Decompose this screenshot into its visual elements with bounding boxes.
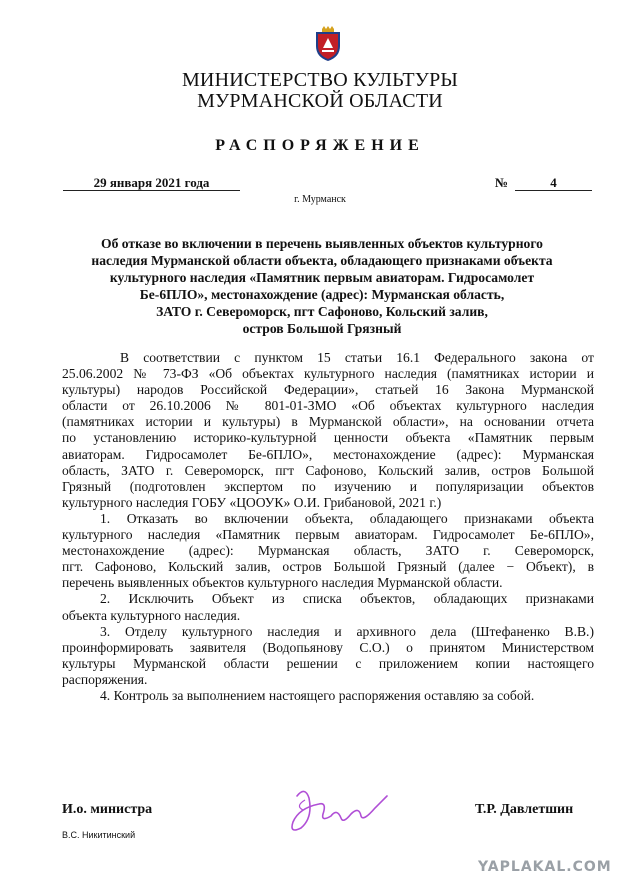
body-line: пгт. Сафоново, Кольский залив, остров Большой Грязный (далее − Объект), в: [62, 559, 594, 575]
document-number: 4: [515, 175, 592, 191]
subject-line: Об отказе во включении в перечень выявленных объектов культурного: [101, 236, 543, 251]
handwritten-signature-icon: [275, 778, 395, 838]
body-line: культурного наследия «Памятник первым авиаторам. Гидросамолет Бе-6ПЛО»,: [62, 527, 594, 543]
body-line: перечень выявленных объектов культурного наследия Мурманской области.: [62, 575, 503, 591]
body-line: 25.06.2002 № 73-ФЗ «Об объектах культурного наследия (памятниках истории и: [62, 366, 594, 382]
body-line: (памятниках истории и культуры) в Мурманской области», на основании отчета: [62, 414, 594, 430]
executor-name: В.С. Никитинский: [62, 830, 136, 840]
subject-line: ЗАТО г. Североморск, пгт Сафоново, Кольский залив,: [156, 304, 488, 319]
document-body: [62, 350, 594, 704]
subject-line: Бе-6ПЛО», местонахождение (адрес): Мурманская область,: [139, 287, 505, 302]
watermark: YAPLAKAL.COM: [478, 859, 612, 875]
body-line: Грязный (подготовлен экспертом по изучению и популяризации объектов: [62, 478, 594, 494]
document-subject: [62, 235, 582, 337]
signer-name: Т.Р. Давлетшин: [475, 802, 574, 817]
coat-of-arms-icon: [313, 26, 343, 62]
body-line: местонахождение (адрес): Мурманская область, ЗАТО г. Североморск,: [62, 543, 594, 559]
body-line: культурного наследия ГОБУ «ЦООУК» О.И. Грибановой, 2021 г.): [62, 494, 442, 510]
document-date: 29 января 2021 года: [63, 175, 240, 191]
body-line: распоряжения.: [62, 671, 148, 687]
ministry-line-2: МУРМАНСКОЙ ОБЛАСТИ: [197, 90, 443, 112]
subject-line: наследия Мурманской области объекта, обладающего признаками объекта: [91, 253, 553, 268]
number-label: №: [495, 175, 509, 190]
body-line: 4. Контроль за выполнением настоящего распоряжения оставляю за собой.: [100, 687, 535, 703]
document-type: РАСПОРЯЖЕНИЕ: [215, 137, 425, 154]
body-line: области от 26.10.2006 № 801-01-ЗМО «Об объектах культурного наследия: [62, 398, 594, 414]
body-line: В соответствии с пунктом 15 статьи 16.1 Федерального закона от: [120, 350, 594, 365]
body-line: объекта культурного наследия.: [62, 607, 241, 623]
body-line: авиаторам. Гидросамолет Бе-6ПЛО», местонахождение (адрес): Мурманская: [62, 446, 594, 462]
body-line: культуры Мурманской области решении с приложением копии настоящего: [62, 655, 594, 671]
subject-line: остров Большой Грязный: [242, 321, 402, 336]
body-line: 1. Отказать во включении объекта, обладающего признаками объекта: [100, 510, 594, 526]
body-line: 3. Отделу культурного наследия и архивного дела (Штефаненко В.В.): [100, 623, 594, 639]
body-line: область, ЗАТО г. Североморск, пгт Сафоново, Кольский залив, остров Большой: [62, 462, 594, 478]
signer-title: И.о. министра: [62, 802, 153, 817]
city: г. Мурманск: [294, 194, 346, 205]
body-line: культуры) народов Российской Федерации», статьей 16 Закона Мурманской: [62, 382, 594, 398]
ministry-name: [0, 70, 640, 112]
subject-line: культурного наследия «Памятник первым авиаторам. Гидросамолет: [109, 270, 535, 285]
body-line: по установлению историко-культурной ценности объекта «Памятник первым: [62, 430, 594, 446]
body-line: 2. Исключить Объект из списка объектов, обладающих признаками: [100, 591, 594, 607]
body-line: проинформировать заявителя (Водопьянову С.О.) о принятом Министерством: [62, 639, 594, 655]
ministry-line-1: МИНИСТЕРСТВО КУЛЬТУРЫ: [181, 69, 459, 91]
